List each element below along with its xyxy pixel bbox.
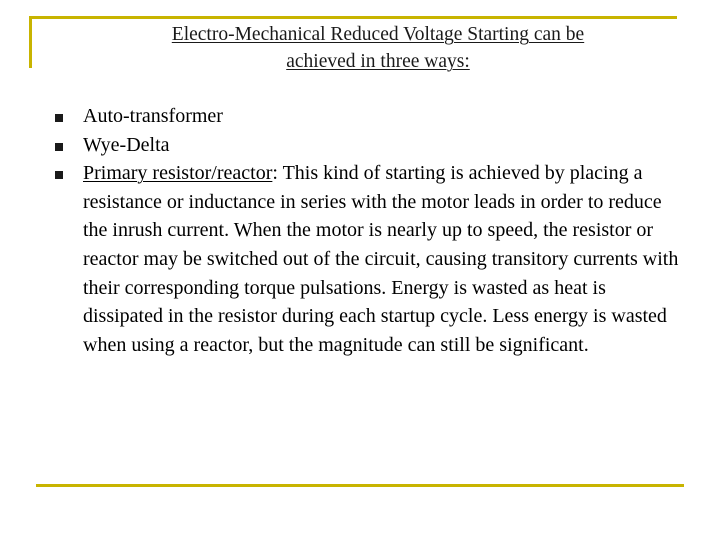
slide-title — [60, 21, 696, 75]
footer-rule — [36, 484, 684, 487]
slide-title-line-1: Electro-Mechanical Reduced Voltage Starting can be — [171, 24, 585, 45]
slide-title-line-2: achieved in three ways: — [286, 51, 470, 72]
bullet-list — [52, 102, 682, 359]
bullet-item-auto-transformer — [52, 102, 682, 131]
bullet-text: : This kind of starting is achieved by placing a resistance or inductance in series with the motor leads in order to reduce the inrush current. When the motor is nearly up to speed, the resistor or reactor may be switched out of the circuit, causing transitory currents with their corresponding torque pulsations. Energy is wasted as heat is dissipated in the resistor during each startup cycle. Less energy is wasted when using a reactor, but the magnitude can still be significant. — [83, 162, 679, 356]
title-frame-left-rule — [29, 16, 32, 68]
bullet-text: Auto-transformer — [83, 105, 223, 127]
bullet-item-primary-resistor-reactor — [52, 159, 682, 359]
square-bullet-icon — [55, 114, 63, 122]
title-frame-top-rule — [29, 16, 677, 19]
bullet-term: Primary resistor/reactor — [83, 162, 273, 185]
square-bullet-icon — [55, 171, 63, 179]
bullet-text: Wye-Delta — [83, 133, 170, 156]
square-bullet-icon — [55, 143, 63, 151]
bullet-item-wye-delta — [52, 131, 682, 160]
